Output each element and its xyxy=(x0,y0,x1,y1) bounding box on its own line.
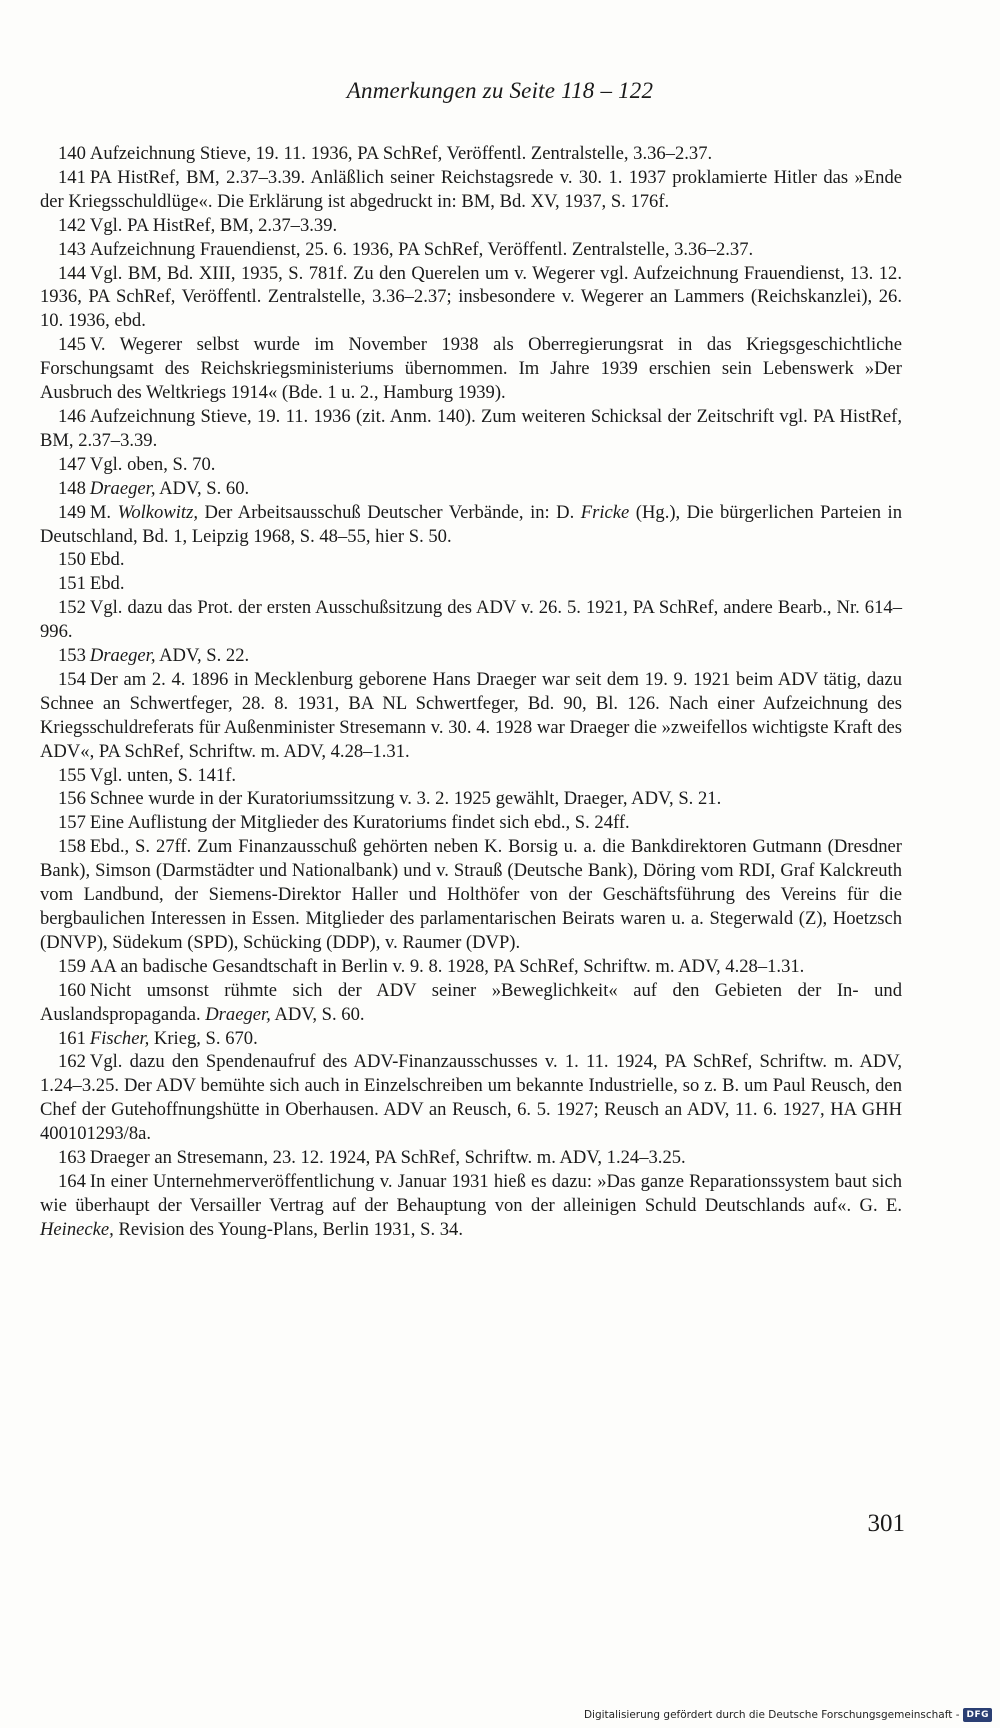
endnote-number: 152 xyxy=(58,597,86,619)
endnote xyxy=(40,955,902,979)
endnote-number: 147 xyxy=(58,453,86,475)
endnote-number: 153 xyxy=(58,645,86,667)
endnote-text: Vgl. BM, Bd. XIII, 1935, S. 781f. Zu den Querelen um v. Wegerer vgl. Aufzeichnung Frauendienst, 13. 12. 1936, PA SchRef, Veröffentl. Zentralstelle, 3.36–2.37; insbesondere v. Wegerer an Lammers (Reichskanzlei), 26. 10. 1936, ebd. xyxy=(40,262,902,332)
endnote-text: Aufzeichnung Stieve, 19. 11. 1936 (zit. Anm. 140). Zum weiteren Schicksal der Zeitschrift vgl. PA HistRef, BM, 2.37–3.39. xyxy=(40,405,902,451)
endnote-text: Revision des Young-Plans, Berlin 1931, S. 34. xyxy=(113,1218,463,1240)
endnote-text: Eine Auflistung der Mitglieder des Kuratoriums findet sich ebd., S. 24ff. xyxy=(89,812,630,834)
endnote xyxy=(40,596,902,644)
endnote-number: 158 xyxy=(58,836,86,858)
endnote-number: 141 xyxy=(58,166,86,188)
endnote-text: ADV, S. 22. xyxy=(155,645,250,667)
endnote xyxy=(40,835,902,955)
endnote-number: 151 xyxy=(58,573,86,595)
endnote-author: Fricke xyxy=(580,501,630,523)
endnote-text: Vgl. unten, S. 141f. xyxy=(89,764,237,786)
endnote xyxy=(40,453,902,477)
endnote-number: 164 xyxy=(58,1170,86,1192)
endnote-author: Wolkowitz, xyxy=(117,501,198,523)
endnote xyxy=(40,572,902,596)
endnote-text: Vgl. dazu das Prot. der ersten Ausschußsitzung des ADV v. 26. 5. 1921, PA SchRef, andere Bearb., Nr. 614–996. xyxy=(40,597,902,643)
endnote-text: V. Wegerer selbst wurde im November 1938 als Oberregierungsrat in das Kriegsgeschichtliche Forschungsamt des Reichskriegsministeriums übernommen. Im Jahre 1939 erschien sein Lebenswerk »Der Ausbruch des Weltkriegs 1914« (Bde. 1 u. 2., Hamburg 1939). xyxy=(40,334,902,404)
endnote-number: 157 xyxy=(58,812,86,834)
endnote-text: PA HistRef, BM, 2.37–3.39. Anläßlich seiner Reichstagsrede v. 30. 1. 1937 proklamierte Hitler das »Ende der Kriegsschuldlüge«. Die Erklärung ist abgedruckt in: BM, Bd. XV, 1937, S. 176f. xyxy=(40,166,902,212)
endnote-number: 163 xyxy=(58,1147,86,1169)
endnote-text: Nicht umsonst rühmte sich der ADV seiner »Beweglichkeit« auf den Gebieten der In- und Auslandspropaganda. xyxy=(40,979,902,1025)
digitization-credit xyxy=(584,1708,992,1722)
endnote-number: 148 xyxy=(58,477,86,499)
endnote-text: Schnee wurde in der Kuratoriumssitzung v. 3. 2. 1925 gewählt, Draeger, ADV, S. 21. xyxy=(89,788,722,810)
running-head: Anmerkungen zu Seite 118 – 122 xyxy=(346,78,654,103)
endnote-number: 161 xyxy=(58,1027,86,1049)
endnote-author: Heinecke, xyxy=(40,1218,114,1240)
endnote-text: Der Arbeitsausschuß Deutscher Verbände, in: D. xyxy=(197,501,581,523)
endnote xyxy=(40,1146,902,1170)
endnote-text: AA an badische Gesandtschaft in Berlin v. 9. 8. 1928, PA SchRef, Schriftw. m. ADV, 4.28–1.31. xyxy=(89,955,805,977)
endnote xyxy=(40,405,902,453)
endnote xyxy=(40,142,902,166)
endnote-number: 145 xyxy=(58,334,86,356)
endnote-text: Vgl. oben, S. 70. xyxy=(89,453,216,475)
endnote xyxy=(40,668,902,764)
endnote-text: M. xyxy=(89,501,118,523)
endnote xyxy=(40,238,902,262)
endnote-number: 142 xyxy=(58,214,86,236)
endnote-number: 159 xyxy=(58,955,86,977)
endnote-number: 162 xyxy=(58,1051,86,1073)
endnote-author: Draeger, xyxy=(89,477,156,499)
endnote-text: Vgl. dazu den Spendenaufruf des ADV-Finanzausschusses v. 1. 11. 1924, PA SchRef, Schriftw. m. ADV, 1.24–3.25. Der ADV bemühte sich auch in Einzelschreiben um bekannte Industrielle, so z. B. um Paul Reusch, den Chef der Gutehoffnungshütte in Oberhausen. ADV an Reusch, 6. 5. 1927; Reusch an ADV, 11. 6. 1927, HA GHH 400101293/8a. xyxy=(40,1051,902,1145)
endnote-number: 156 xyxy=(58,788,86,810)
endnote xyxy=(40,1027,902,1051)
endnote-text: In einer Unternehmerveröffentlichung v. Januar 1931 hieß es dazu: »Das ganze Reparationssystem baut sich wie überhaupt der Versailler Vertrag auf der Behauptung von der alleinigen Schuld Deutschlands auf«. G. E. xyxy=(40,1170,902,1216)
endnote-text: Ebd. xyxy=(89,573,125,595)
endnote xyxy=(40,787,902,811)
endnote-text: Der am 2. 4. 1896 in Mecklenburg geborene Hans Draeger war seit dem 19. 9. 1921 beim ADV tätig, dazu Schnee an Schwertfeger, 28. 8. 1931, BA NL Schwertfeger, Bd. 90, Bl. 126. Nach einer Aufzeichnung des Kriegsschuldreferats für Außenminister Stresemann v. 30. 4. 1928 war Draeger die »zweifellos wichtigste Kraft des ADV«, PA SchRef, Schriftw. m. ADV, 4.28–1.31. xyxy=(40,668,902,762)
endnote-text: ADV, S. 60. xyxy=(155,477,250,499)
endnote-number: 150 xyxy=(58,549,86,571)
endnote-number: 149 xyxy=(58,501,86,523)
endnote-number: 154 xyxy=(58,668,86,690)
endnote xyxy=(40,644,902,668)
endnote-text: ADV, S. 60. xyxy=(270,1003,365,1025)
endnote xyxy=(40,1170,902,1242)
endnote-number: 144 xyxy=(58,262,86,284)
endnote xyxy=(40,1050,902,1146)
endnote xyxy=(40,262,902,334)
endnote-text: Vgl. PA HistRef, BM, 2.37–3.39. xyxy=(89,214,338,236)
credit-text: Digitalisierung gefördert durch die Deutsche Forschungsgemeinschaft - xyxy=(583,1709,960,1721)
endnote xyxy=(40,979,902,1027)
endnote-text: Ebd., S. 27ff. Zum Finanzausschuß gehörten neben K. Borsig u. a. die Bankdirektoren Gutmann (Dresdner Bank), Simson (Darmstädter und Nationalbank) und v. Strauß (Deutsche Bank), Döring vom RDI, Graf Kalckreuth vom Landbund, der Siemens-Direktor Haller und Holthöfer von der Geschäftsführung des Vereins für die bergbaulichen Interessen in Essen. Mitglieder des parlamentarischen Beirats waren u. a. Stegerwald (Z), Hoetzsch (DNVP), Südekum (SPD), Schücking (DDP), v. Raumer (DVP). xyxy=(40,836,902,953)
endnote-text: Aufzeichnung Frauendienst, 25. 6. 1936, PA SchRef, Veröffentl. Zentralstelle, 3.36–2.37. xyxy=(89,238,754,260)
endnote-author: Draeger, xyxy=(205,1003,271,1025)
endnote-author: Draeger, xyxy=(89,645,156,667)
endnote-number: 146 xyxy=(58,405,86,427)
endnote-number: 160 xyxy=(58,979,86,1001)
endnote xyxy=(40,501,902,549)
dfg-logo-icon: DFG xyxy=(963,1708,992,1722)
endnote-number: 143 xyxy=(58,238,86,260)
endnote xyxy=(40,764,902,788)
endnote-text: Krieg, S. 670. xyxy=(149,1027,258,1049)
endnote xyxy=(40,811,902,835)
endnote-author: Fischer, xyxy=(89,1027,150,1049)
endnote-text: Aufzeichnung Stieve, 19. 11. 1936, PA SchRef, Veröffentl. Zentralstelle, 3.36–2.37. xyxy=(89,143,713,164)
endnote-text: (Hg.), Die bürgerlichen Parteien in Deutschland, Bd. 1, Leipzig 1968, S. 48–55, hier S. 50. xyxy=(40,501,902,547)
endnotes-list xyxy=(40,142,902,1242)
endnote-number: 140 xyxy=(58,143,86,164)
endnote xyxy=(40,333,902,405)
endnote xyxy=(40,166,902,214)
endnote-text: Draeger an Stresemann, 23. 12. 1924, PA SchRef, Schriftw. m. ADV, 1.24–3.25. xyxy=(89,1147,686,1169)
page-number: 301 xyxy=(867,1510,905,1537)
endnote xyxy=(40,214,902,238)
endnote xyxy=(40,477,902,501)
endnote xyxy=(40,548,902,572)
endnote-number: 155 xyxy=(58,764,86,786)
endnote-text: Ebd. xyxy=(89,549,125,571)
